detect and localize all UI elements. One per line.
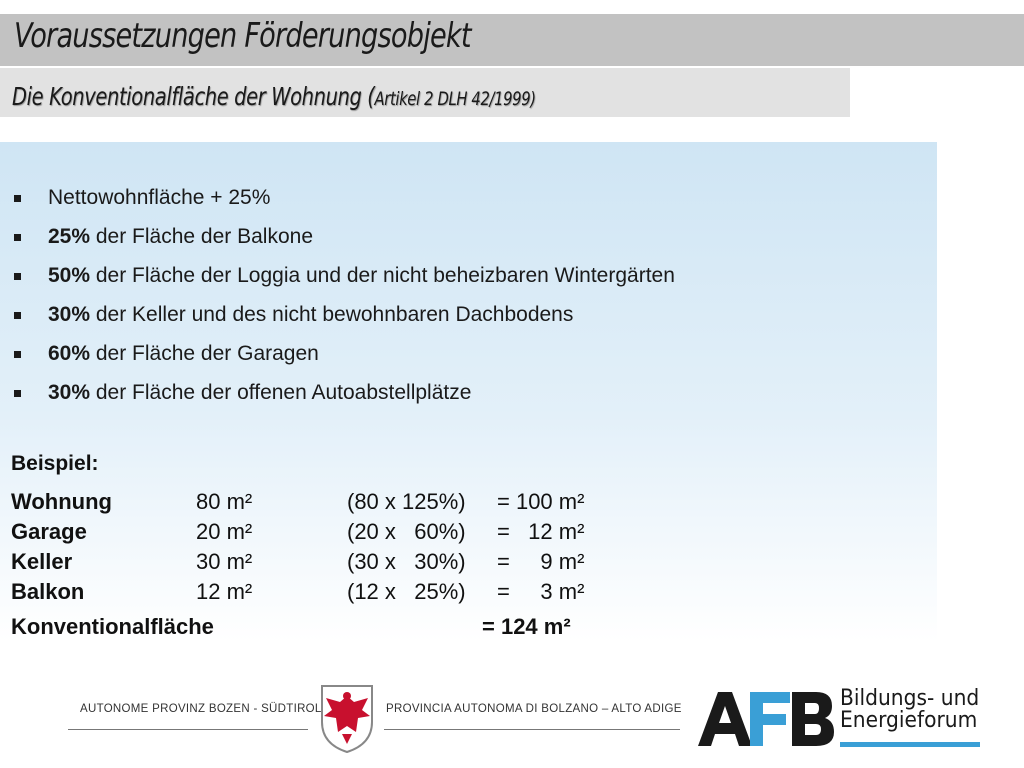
bullet-item [0, 339, 675, 378]
footer-divider [384, 729, 680, 730]
example-area: 12 m² [196, 579, 253, 604]
example-result: = 100 m² [497, 489, 585, 514]
bullet-item [0, 183, 675, 222]
bullet-square-icon [14, 234, 21, 241]
bullet-list [0, 183, 675, 417]
bullet-item [0, 300, 675, 339]
total-label: Konventionalfläche [11, 614, 214, 639]
example-result: = 3 m² [497, 579, 585, 604]
bullet-bold: 25% [48, 225, 91, 248]
example-calc: (20 x 60%) [347, 519, 466, 544]
example-result: = 9 m² [497, 549, 585, 574]
example-result: = 12 m² [497, 519, 585, 544]
example-heading: Beispiel: [11, 452, 99, 475]
example-label: Keller [11, 549, 73, 574]
bullet-text: Nettowohnfläche + 25% [48, 186, 271, 209]
logo-line-1: Bildungs- und [840, 686, 980, 711]
bullet-bold: 50% [48, 264, 91, 287]
example-label: Wohnung [11, 489, 112, 514]
footer-province-italian: PROVINCIA AUTONOMA DI BOLZANO – ALTO ADIGE [386, 703, 682, 715]
example-area: 30 m² [196, 549, 253, 574]
example-label: Garage [11, 519, 87, 544]
example-area: 20 m² [196, 519, 253, 544]
example-calc: (80 x 125%) [347, 489, 466, 514]
bullet-square-icon [14, 195, 21, 202]
logo-line-2: Energieforum [840, 708, 978, 733]
bullet-text: der Fläche der Balkone [90, 225, 313, 248]
bullet-item [0, 378, 675, 417]
example-calc: (12 x 25%) [347, 579, 466, 604]
bullet-item [0, 261, 675, 300]
bullet-square-icon [14, 273, 21, 280]
bullet-square-icon [14, 312, 21, 319]
slide-title: Voraussetzungen Förderungsobjekt [14, 16, 471, 56]
subtitle-reference: Artikel 2 DLH 42/1999) [374, 88, 536, 110]
afb-logo-text [840, 688, 979, 732]
afb-logo-icon [698, 690, 834, 748]
bullet-bold: 30% [48, 381, 91, 404]
bullet-text: der Fläche der Loggia und der nicht beheizbaren Wintergärten [90, 264, 675, 287]
logo-underline [840, 742, 980, 747]
bullet-bold: 30% [48, 303, 91, 326]
bullet-text: der Fläche der offenen Autoabstellplätze [90, 381, 472, 404]
example-area: 80 m² [196, 489, 253, 514]
slide-subtitle [12, 82, 536, 111]
footer-divider [68, 729, 308, 730]
bullet-square-icon [14, 351, 21, 358]
footer-province-german: AUTONOME PROVINZ BOZEN - SÜDTIROL [80, 703, 322, 715]
bullet-text: der Fläche der Garagen [90, 342, 319, 365]
total-value: = 124 m² [482, 614, 571, 639]
subtitle-main: Die Konventionalfläche der Wohnung ( [12, 82, 375, 111]
bullet-square-icon [14, 390, 21, 397]
bullet-bold: 60% [48, 342, 91, 365]
coat-of-arms-icon [318, 682, 376, 754]
bullet-text: der Keller und des nicht bewohnbaren Dachbodens [90, 303, 574, 326]
example-label: Balkon [11, 579, 85, 604]
example-calc: (30 x 30%) [347, 549, 466, 574]
bullet-item [0, 222, 675, 261]
